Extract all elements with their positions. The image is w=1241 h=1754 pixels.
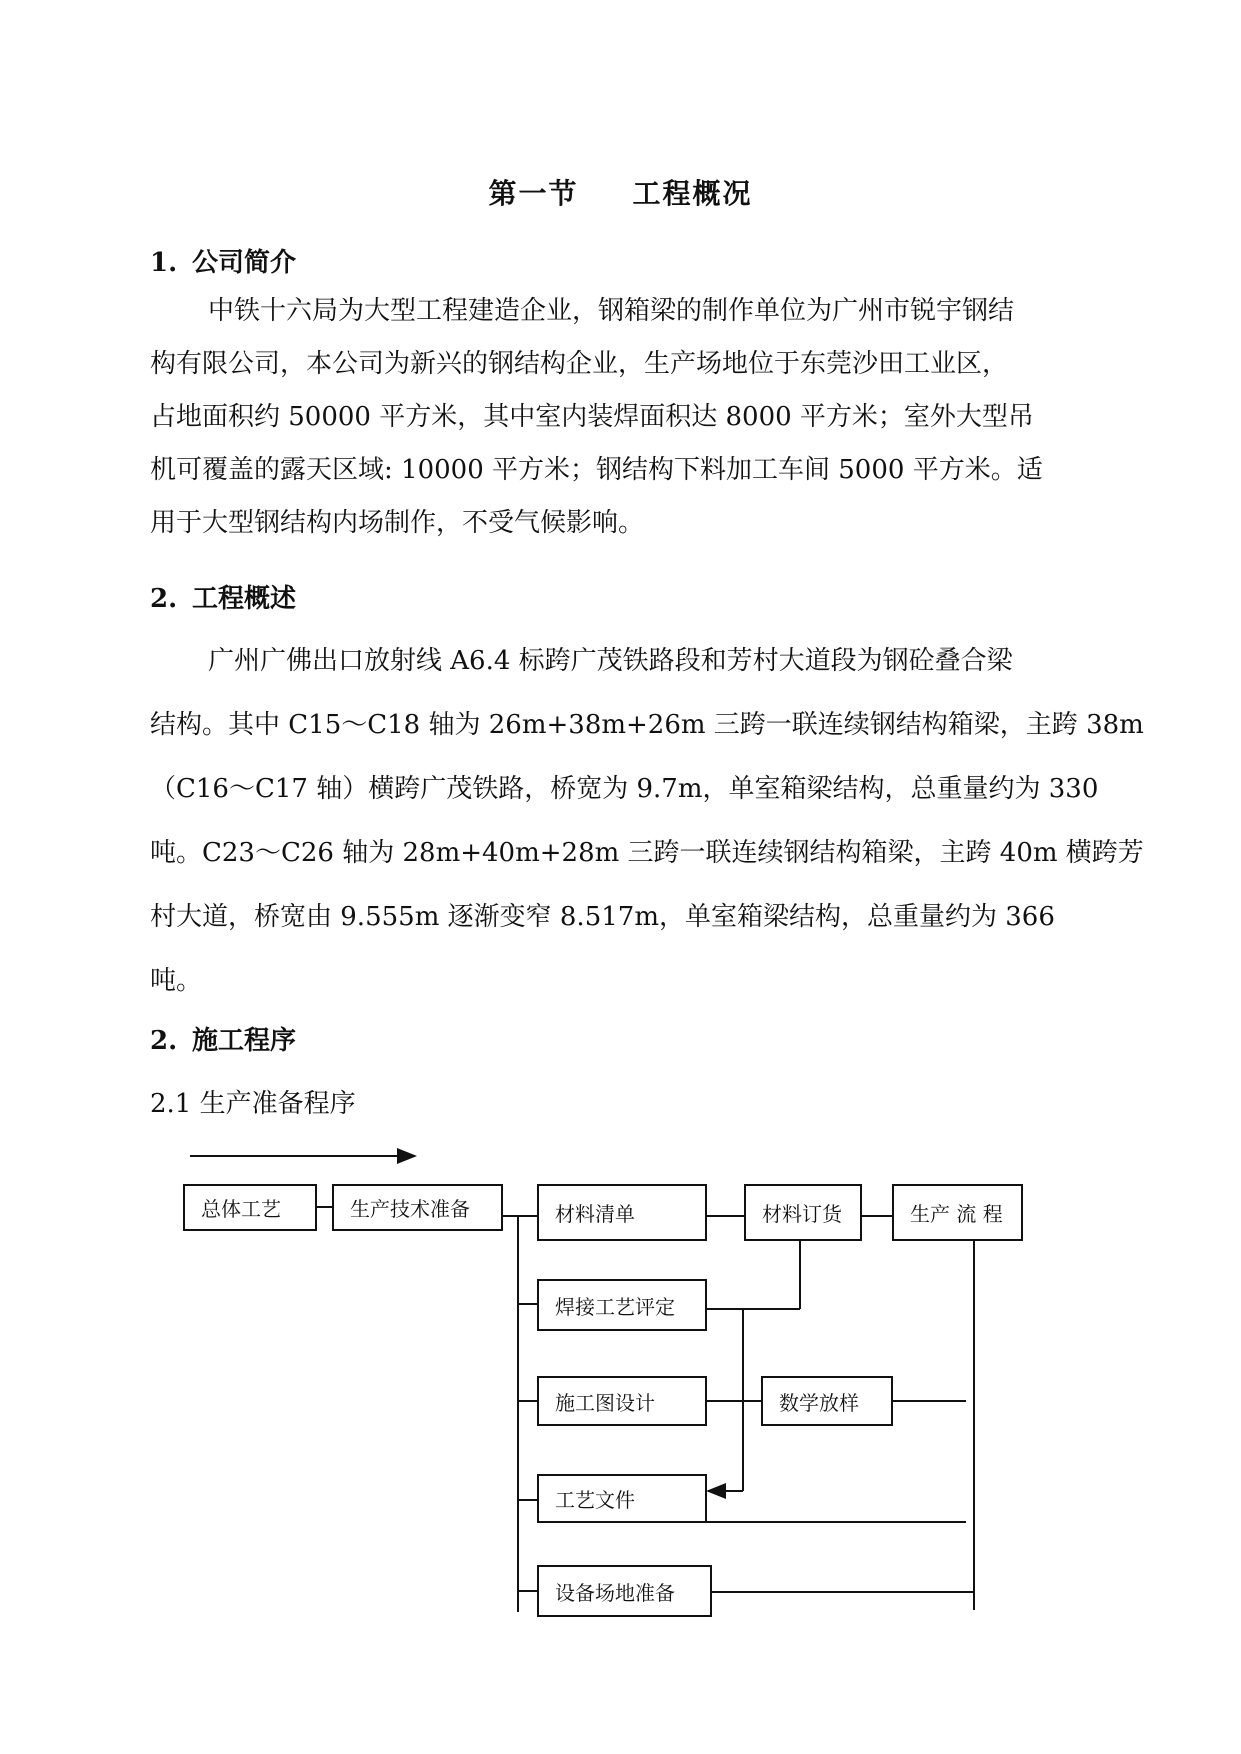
flow-box-label: 生产 流 程 [910,1202,1003,1226]
flow-box-numerical-lofting [761,1376,893,1426]
flow-box-label: 材料订货 [762,1202,842,1226]
paragraph-line: （C16～C17 轴）横跨广茂铁路，桥宽为 9.7m，单室箱梁结构，总重量约为 330 [150,774,1099,804]
flow-box-construction-drawing [537,1376,707,1426]
flow-box-label: 数学放样 [779,1390,859,1415]
flow-box-label: 设备场地准备 [555,1580,675,1605]
flow-box-label: 焊接工艺评定 [555,1294,675,1319]
subsection-heading: 2.1 生产准备程序 [150,1089,356,1119]
section-number: 2. [150,584,178,614]
paragraph-line: 吨。C23～C26 轴为 28m+40m+28m 三跨一联连续钢结构箱梁，主跨 40m 横跨芳 [150,838,1144,868]
flow-box-technical-preparation [332,1184,503,1231]
paragraph-line: 中铁十六局为大型工程建造企业，钢箱梁的制作单位为广州市锐宇钢结 [208,296,1015,326]
section-label: 工程概述 [192,584,297,614]
flow-box-label: 总体工艺 [201,1197,281,1221]
flow-box-label: 施工图设计 [555,1390,655,1415]
flow-box-label: 生产技术准备 [350,1197,470,1221]
paragraph-line: 吨。 [150,966,203,996]
section-label: 施工程序 [192,1026,297,1056]
paragraph-line: 结构。其中 C15～C18 轴为 26m+38m+26m 三跨一联连续钢结构箱梁，主跨 38m [150,710,1144,740]
flow-box-process-documents [537,1474,707,1523]
flow-box-overall-process [183,1184,317,1231]
title-part-2: 工程概况 [632,177,753,210]
flow-box-material-order [744,1184,862,1241]
paragraph-line: 广州广佛出口放射线 A6.4 标跨广茂铁路段和芳村大道段为钢砼叠合梁 [208,646,1013,676]
paragraph-line: 机可覆盖的露天区域: 10000 平方米；钢结构下料加工车间 5000 平方米。适 [150,455,1043,485]
flow-box-label: 工艺文件 [555,1488,635,1512]
section-number: 1. [150,248,178,278]
flow-box-welding-qualification [537,1279,707,1331]
paragraph-line: 构有限公司，本公司为新兴的钢结构企业，生产场地位于东莞沙田工业区， [150,349,1009,379]
flow-box-production-flow [892,1184,1023,1241]
paragraph-line: 村大道，桥宽由 9.555m 逐渐变窄 8.517m，单室箱梁结构，总重量约为 366 [150,902,1055,932]
section-number: 2. [150,1026,178,1056]
paragraph-line: 占地面积约 50000 平方米，其中室内装焊面积达 8000 平方米；室外大型吊 [150,402,1034,432]
flow-box-material-list [537,1184,707,1241]
paragraph-line: 用于大型钢结构内场制作，不受气候影响。 [150,508,645,538]
title-part-1: 第一节 [488,177,579,210]
section-label: 公司简介 [192,248,297,278]
flow-box-equipment-site-prep [537,1565,712,1617]
flow-box-label: 材料清单 [555,1202,635,1226]
